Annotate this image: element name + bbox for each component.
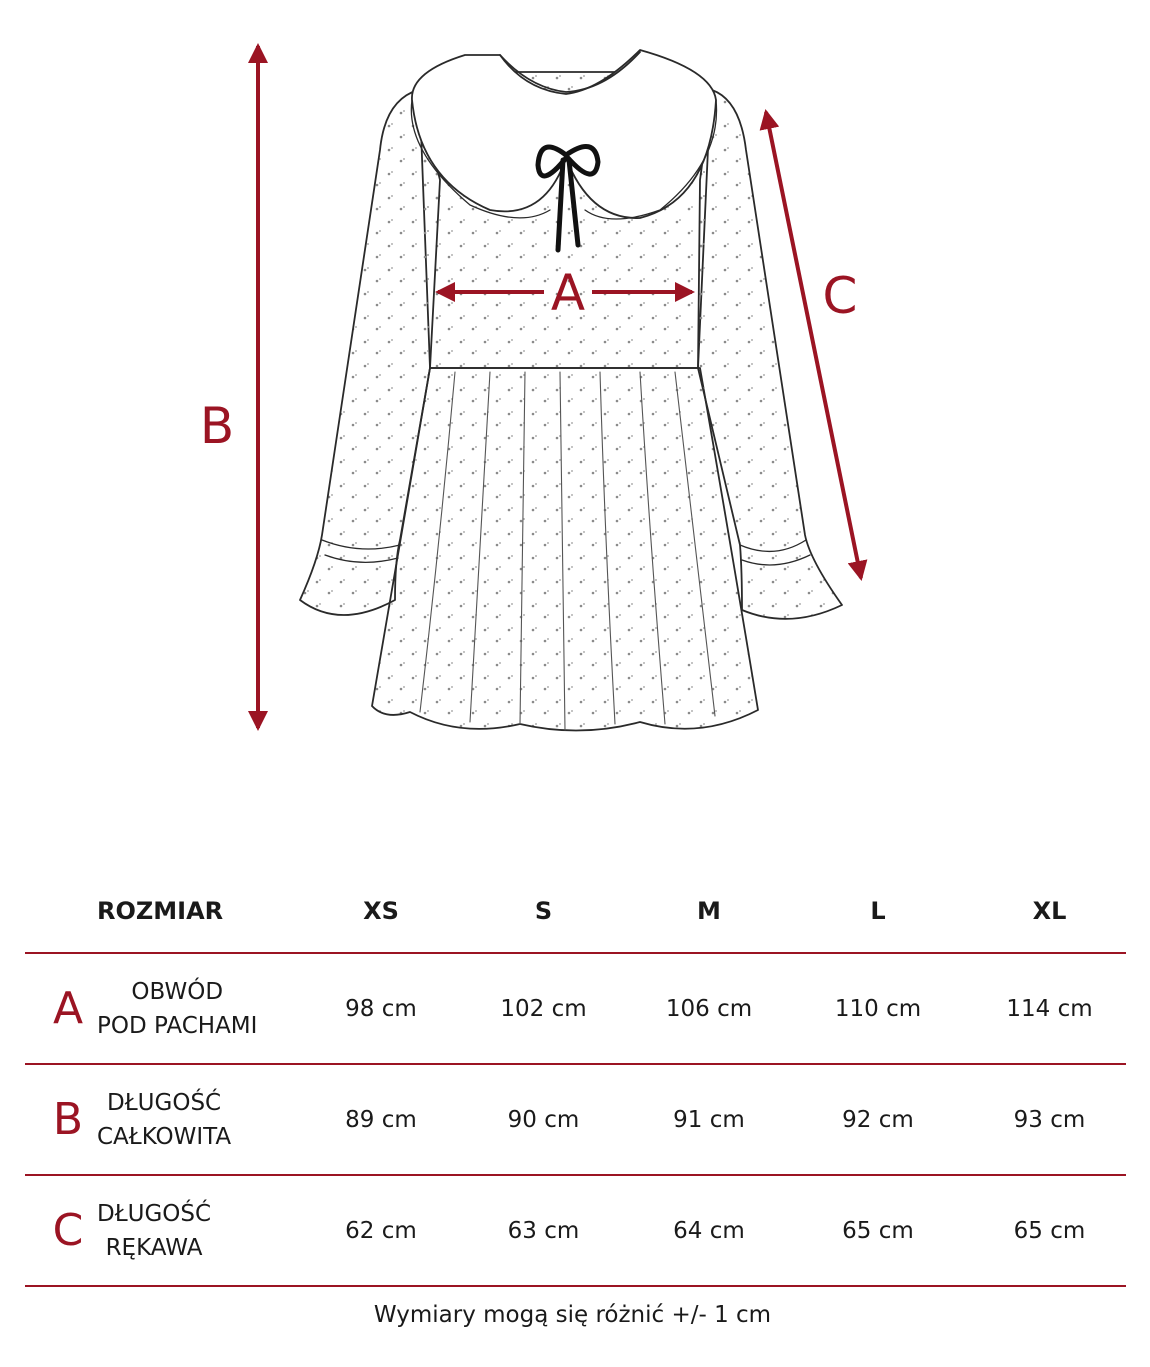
header-rozmiar: ROZMIAR	[25, 870, 310, 953]
table-header	[25, 870, 1126, 953]
table-cell: 106 cm	[635, 953, 783, 1064]
measurement-name	[25, 1175, 310, 1286]
label-a: A	[550, 264, 586, 322]
table-cell: 102 cm	[452, 953, 635, 1064]
header-size-m: M	[635, 870, 783, 953]
table-cell: 91 cm	[635, 1064, 783, 1175]
measurement-name-line1: DŁUGOŚĆ	[107, 1089, 222, 1116]
measurement-name-line2: POD PACHAMI	[97, 1012, 258, 1039]
table-cell: 90 cm	[452, 1064, 635, 1175]
measurement-name-line2: RĘKAWA	[105, 1234, 203, 1261]
label-c: C	[822, 267, 858, 325]
measurement-name-line1: OBWÓD	[131, 978, 224, 1005]
table-row	[25, 1064, 1126, 1175]
measurement-name-line1: DŁUGOŚĆ	[97, 1200, 212, 1227]
table-cell: 114 cm	[973, 953, 1126, 1064]
header-size-s: S	[452, 870, 635, 953]
header-size-xl: XL	[973, 870, 1126, 953]
table-cell: 65 cm	[783, 1175, 973, 1286]
table-cell: 98 cm	[310, 953, 452, 1064]
measurement-name	[25, 1064, 310, 1175]
measurement-name	[25, 953, 310, 1064]
table-row	[25, 953, 1126, 1064]
footnote: Wymiary mogą się różnić +/- 1 cm	[373, 1302, 772, 1328]
row-letter: C	[52, 1204, 84, 1256]
row-letter: A	[52, 982, 84, 1034]
table-cell: 92 cm	[783, 1064, 973, 1175]
label-b: B	[199, 397, 235, 455]
table-cell: 110 cm	[783, 953, 973, 1064]
table-cell: 65 cm	[973, 1175, 1126, 1286]
table-cell: 64 cm	[635, 1175, 783, 1286]
table-row	[25, 1175, 1126, 1286]
header-size-xs: XS	[310, 870, 452, 953]
table-cell: 63 cm	[452, 1175, 635, 1286]
table-cell: 62 cm	[310, 1175, 452, 1286]
size-table	[25, 870, 1126, 1287]
table-cell: 89 cm	[310, 1064, 452, 1175]
row-letter: B	[52, 1093, 84, 1145]
table-cell: 93 cm	[973, 1064, 1126, 1175]
measurement-name-line2: CAŁKOWITA	[97, 1123, 232, 1150]
header-size-l: L	[783, 870, 973, 953]
